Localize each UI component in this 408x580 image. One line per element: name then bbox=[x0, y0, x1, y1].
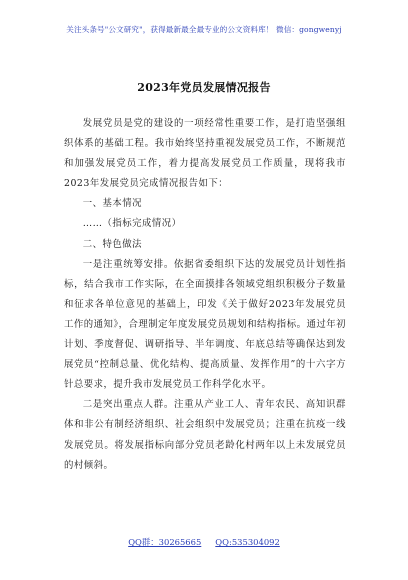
document-body bbox=[64, 114, 346, 476]
header-banner: 关注头条号"公文研究"，获得最新最全最专业的公文资料库！ 微信：gongwenyj bbox=[66, 25, 342, 34]
document-title: 2023年党员发展情况报告 bbox=[137, 81, 271, 94]
section-heading-basic: 一、基本情况 bbox=[82, 198, 143, 210]
footer-contact bbox=[0, 536, 408, 548]
qq-group-link[interactable]: QQ群：30265665 bbox=[128, 537, 202, 547]
paragraph-key-groups: 二是突出重点人群。注重从产业工人、青年农民、高知识群体和非公有制经济组织、社会组织中发展党员；注重在抗疫一线发展党员。将发展指标向部分党员老龄化村两年以上未发展党员的村倾斜。 bbox=[64, 399, 346, 471]
indicator-paragraph: ……（指标完成情况） bbox=[82, 218, 182, 230]
paragraph-planning: 一是注重统筹安排。依据省委组织下达的发展党员计划性指标，结合我市工作实际，在全面摸排各领域党组织积极分子数量和征求各单位意见的基础上，印发《关于做好2023年发展党员工作的通知》，合理制定年度发展党员规划和结构指标。通过年初计划、季度督促、调研指导、半年调度、年底总结等确保达到发展党员“控制总量、优化结构、提高质量、发挥作用”的十六字方针总要求，提升我市发展党员工作科学化水平。 bbox=[64, 258, 346, 391]
qq-contact-link[interactable]: QQ:535304092 bbox=[215, 537, 280, 547]
section-heading-features: 二、特色做法 bbox=[82, 238, 143, 250]
intro-paragraph: 发展党员是党的建设的一项经常性重要工作，是打造坚强组织体系的基础工程。我市始终坚持重视发展党员工作，不断规范和加强发展党员工作，着力提高发展党员工作质量，现将我市2023年发展党员完成情况报告如下： bbox=[64, 118, 346, 190]
